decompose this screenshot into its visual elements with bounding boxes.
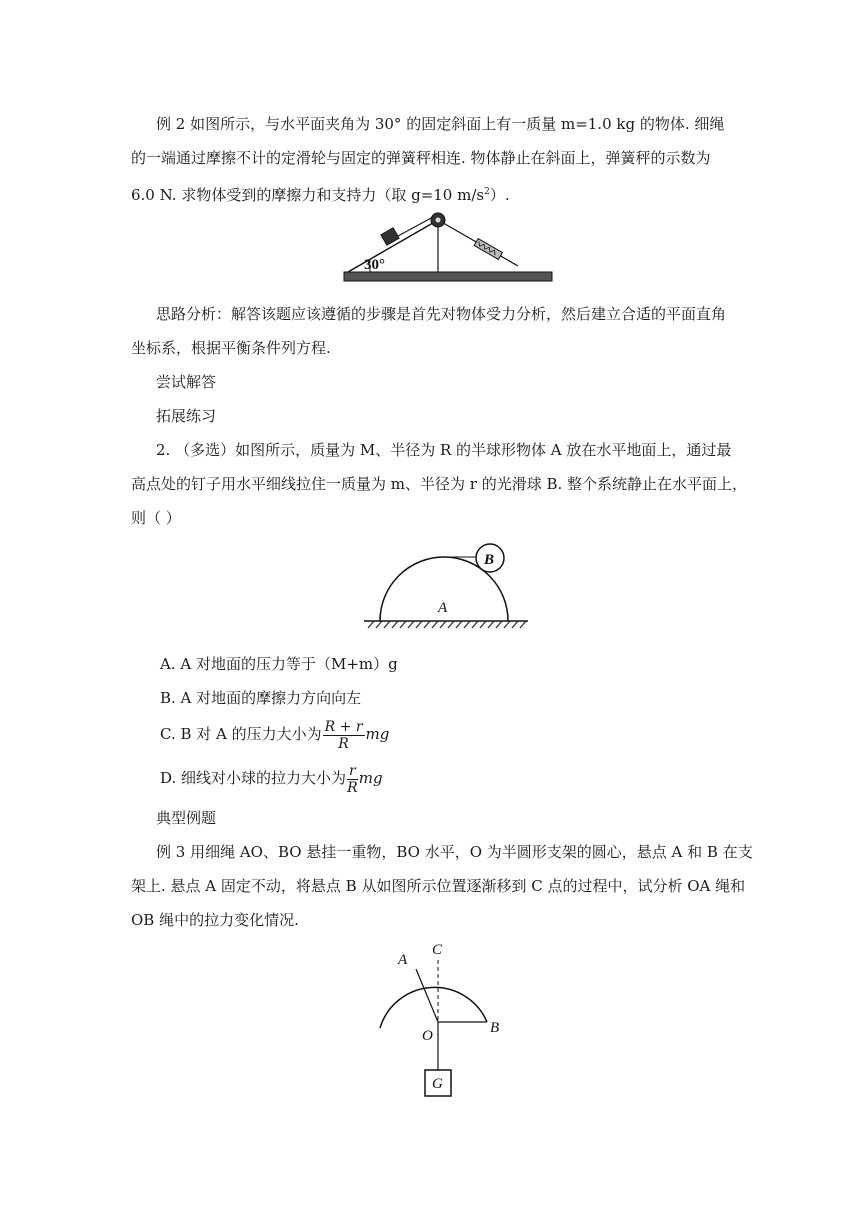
label-c: C — [432, 942, 443, 958]
q2-line1: 2. （多选）如图所示，质量为 M、半径为 R 的半球形物体 A 放在水平地面上，通过最 — [156, 441, 732, 459]
q2-line3: 则（ ） — [131, 509, 181, 527]
label-o: O — [422, 1028, 433, 1044]
q2-line2: 高点处的钉子用水平细线拉住一质量为 m、半径为 r 的光滑球 B. 整个系统静止在水平面上， — [131, 475, 748, 493]
option-c: C. B 对 A 的压力大小为 $\frac{R + r}{R}$ mg — [160, 718, 390, 752]
spring-scale-icon — [474, 239, 502, 260]
hemisphere-ball-figure — [360, 540, 532, 634]
option-b: B. A 对地面的摩擦力方向向左 — [160, 689, 362, 707]
section-try-heading: 尝试解答 — [156, 373, 217, 391]
figure-label-a: A — [438, 600, 448, 616]
label-b: B — [490, 1020, 500, 1036]
block-icon — [381, 228, 399, 245]
option-d-fraction: $\frac{r}{R}$ — [347, 762, 358, 796]
figure-angle-label: 30° — [364, 257, 385, 273]
option-c-fraction: $\frac{R + r}{R}$ — [324, 718, 363, 752]
option-d: D. 细线对小球的拉力大小为 $\frac{r}{R}$ mg — [160, 762, 383, 796]
analysis-line2: 坐标系，根据平衡条件列方程. — [131, 339, 331, 357]
section-typical-heading: 典型例题 — [156, 809, 217, 827]
example2-line3: 6.0 N. 求物体受到的摩擦力和支持力（取 g=10 $m/s^2$）. — [131, 186, 510, 204]
example3-line2: 架上. 悬点 A 固定不动，将悬点 B 从如图所示位置逐渐移到 C 点的过程中，试分析 OA 绳和 — [131, 877, 746, 895]
section-extend-heading: 拓展练习 — [156, 407, 217, 425]
example2-line2: 的一端通过摩擦不计的定滑轮与固定的弹簧秤相连. 物体静止在斜面上，弹簧秤的示数为 — [131, 149, 711, 167]
example3-line1: 例 3 用细绳 AO、BO 悬挂一重物，BO 水平，O 为半圆形支架的圆心，悬点 A 和 B 在支 — [156, 843, 753, 861]
label-g: G — [432, 1076, 443, 1092]
semicircle-frame-figure — [370, 940, 510, 1100]
option-a: A. A 对地面的压力等于（M+m）g — [160, 655, 398, 673]
analysis-line1: 思路分析：解答该题应该遵循的步骤是首先对物体受力分析，然后建立合适的平面直角 — [156, 305, 727, 323]
label-a: A — [398, 952, 408, 968]
figure-label-b: B — [484, 552, 495, 568]
incline-pulley-figure — [340, 206, 556, 286]
example3-line3: OB 绳中的拉力变化情况. — [131, 911, 299, 929]
example2-line1: 例 2 如图所示，与水平面夹角为 30° 的固定斜面上有一质量 m=1.0 kg 的物体. 细绳 — [156, 115, 725, 133]
